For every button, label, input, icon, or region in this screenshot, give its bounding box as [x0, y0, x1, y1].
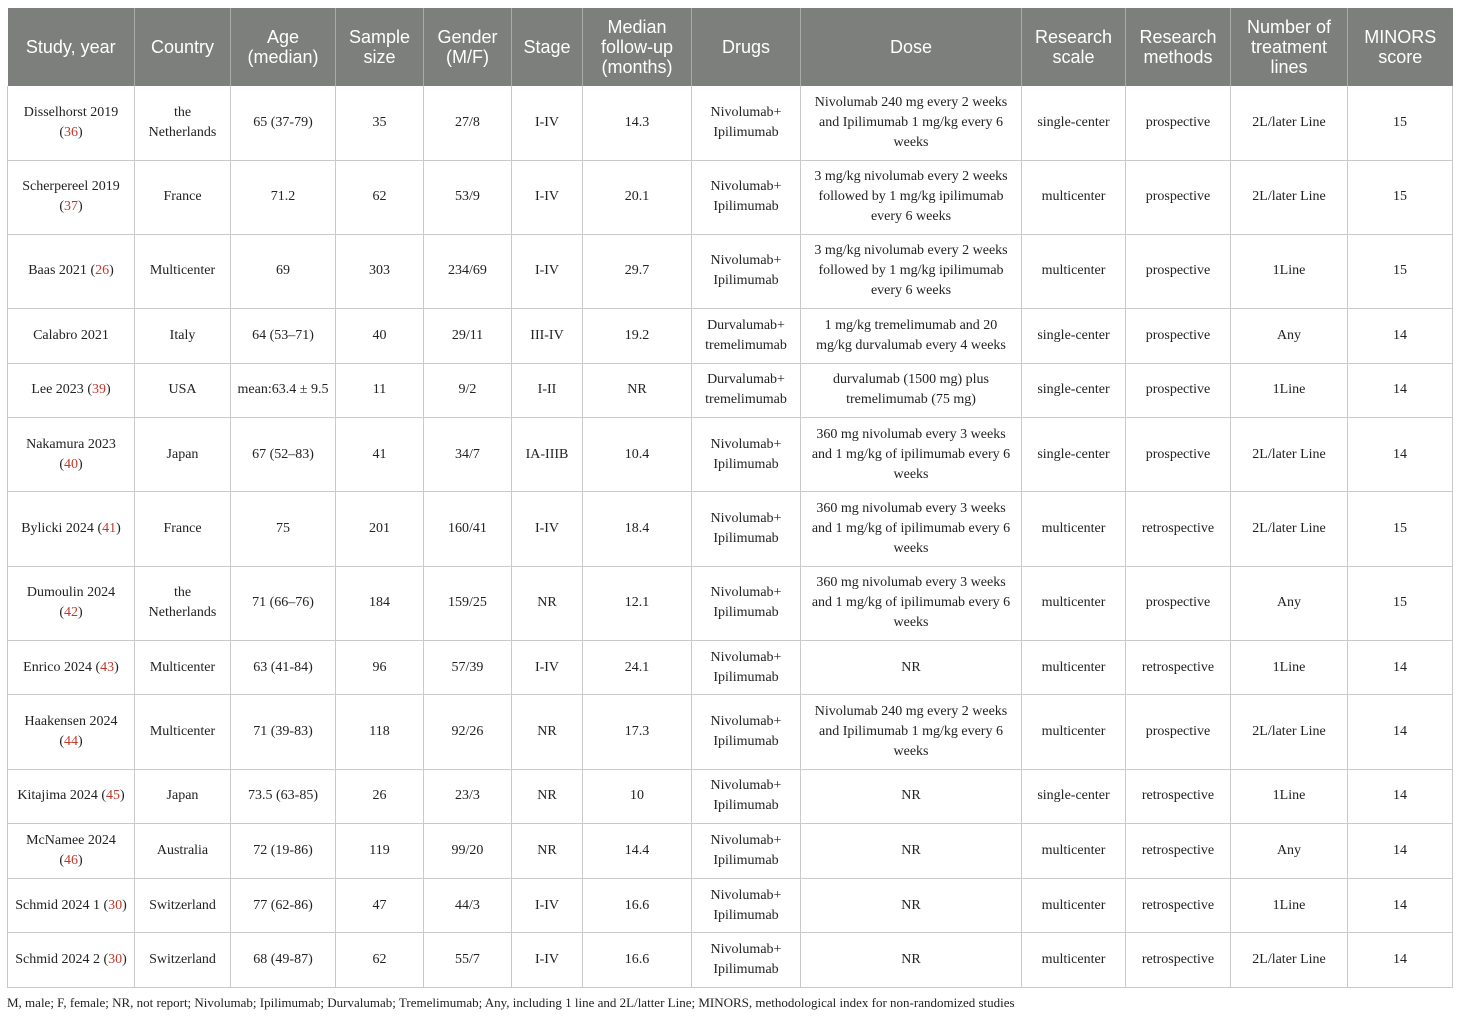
study-name: Disselhorst 2019	[23, 104, 119, 120]
sample-size-cell: 62	[336, 933, 424, 988]
study-cell: Baas 2021 (26)	[8, 234, 135, 308]
dose-cell: 3 mg/kg nivolumab every 2 weeks followed by 1 mg/kg ipilimumab every 6 weeks	[801, 160, 1022, 234]
followup-cell: 29.7	[583, 234, 692, 308]
followup-cell: 19.2	[583, 309, 692, 364]
study-name: Haakensen 2024	[24, 714, 118, 729]
research-scale-cell: multicenter	[1022, 933, 1126, 988]
study-cell: Disselhorst 2019 (36)	[8, 86, 135, 160]
research-method-cell: retrospective	[1126, 492, 1231, 566]
col-header-research-scale: Research scale	[1022, 8, 1126, 86]
minors-score-cell: 14	[1348, 418, 1453, 492]
stage-cell: I-IV	[512, 492, 583, 566]
sample-size-cell: 303	[336, 234, 424, 308]
col-header-dose: Dose	[801, 8, 1022, 86]
research-scale-cell: multicenter	[1022, 234, 1126, 308]
country-cell: Switzerland	[135, 933, 231, 988]
minors-score-cell: 15	[1348, 86, 1453, 160]
drugs-cell: Nivolumab+ Ipilimumab	[692, 566, 801, 640]
minors-score-cell: 14	[1348, 933, 1453, 988]
col-header-minors: MINORS score	[1348, 8, 1453, 86]
research-method-cell: prospective	[1126, 363, 1231, 418]
minors-score-cell: 14	[1348, 769, 1453, 824]
minors-score-cell: 14	[1348, 878, 1453, 933]
col-header-gender: Gender (M/F)	[424, 8, 512, 86]
sample-size-cell: 47	[336, 878, 424, 933]
sample-size-cell: 26	[336, 769, 424, 824]
followup-cell: 10.4	[583, 418, 692, 492]
reference-link[interactable]: 37	[64, 199, 78, 215]
research-scale-cell: multicenter	[1022, 824, 1126, 879]
table-header-row	[8, 8, 1453, 86]
treatment-lines-cell: Any	[1231, 309, 1348, 364]
gender-cell: 57/39	[424, 640, 512, 695]
dose-cell: NR	[801, 878, 1022, 933]
research-method-cell: prospective	[1126, 309, 1231, 364]
country-cell: Japan	[135, 769, 231, 824]
age-cell: 71 (66–76)	[231, 566, 336, 640]
study-name: Kitajima 2024	[17, 788, 98, 804]
followup-cell: 14.3	[583, 86, 692, 160]
treatment-lines-cell: 2L/later Line	[1231, 492, 1348, 566]
research-method-cell: retrospective	[1126, 640, 1231, 695]
country-cell: the Netherlands	[135, 566, 231, 640]
age-cell: 68 (49-87)	[231, 933, 336, 988]
treatment-lines-cell: 2L/later Line	[1231, 933, 1348, 988]
stage-cell: IA-IIIB	[512, 418, 583, 492]
treatment-lines-cell: 2L/later Line	[1231, 695, 1348, 769]
study-name: Dumoulin 2024	[26, 585, 116, 601]
study-cell: Kitajima 2024 (45)	[8, 769, 135, 824]
research-method-cell: prospective	[1126, 86, 1231, 160]
stage-cell: I-IV	[512, 234, 583, 308]
gender-cell: 92/26	[424, 695, 512, 769]
age-cell: 73.5 (63-85)	[231, 769, 336, 824]
col-header-drugs: Drugs	[692, 8, 801, 86]
reference-link[interactable]: 44	[64, 734, 78, 749]
reference-link[interactable]: 39	[91, 382, 106, 398]
drugs-cell: Nivolumab+ Ipilimumab	[692, 492, 801, 566]
country-cell: Japan	[135, 418, 231, 492]
country-cell: Italy	[135, 309, 231, 364]
dose-cell: Nivolumab 240 mg every 2 weeks and Ipilimumab 1 mg/kg every 6 weeks	[801, 695, 1022, 769]
research-scale-cell: single-center	[1022, 86, 1126, 160]
treatment-lines-cell: Any	[1231, 824, 1348, 879]
study-cell: Schmid 2024 1 (30)	[8, 878, 135, 933]
gender-cell: 23/3	[424, 769, 512, 824]
gender-cell: 53/9	[424, 160, 512, 234]
study-cell: Enrico 2024 (43)	[8, 640, 135, 695]
table-row	[8, 878, 1453, 933]
stage-cell: I-IV	[512, 86, 583, 160]
drugs-cell: Nivolumab+ Ipilimumab	[692, 160, 801, 234]
dose-cell: 360 mg nivolumab every 3 weeks and 1 mg/kg of ipilimumab every 6 weeks	[801, 566, 1022, 640]
research-scale-cell: single-center	[1022, 418, 1126, 492]
country-cell: Multicenter	[135, 640, 231, 695]
followup-cell: 10	[583, 769, 692, 824]
minors-score-cell: 15	[1348, 566, 1453, 640]
col-header-age: Age (median)	[231, 8, 336, 86]
followup-cell: 20.1	[583, 160, 692, 234]
study-name: Bylicki 2024	[21, 521, 94, 537]
age-cell: 72 (19-86)	[231, 824, 336, 879]
minors-score-cell: 14	[1348, 640, 1453, 695]
drugs-cell: Nivolumab+ Ipilimumab	[692, 769, 801, 824]
minors-score-cell: 15	[1348, 492, 1453, 566]
country-cell: Multicenter	[135, 234, 231, 308]
col-header-followup: Median follow-up (months)	[583, 8, 692, 86]
stage-cell: NR	[512, 824, 583, 879]
country-cell: Australia	[135, 824, 231, 879]
reference-link[interactable]: 45	[106, 788, 120, 804]
col-header-research-methods: Research methods	[1126, 8, 1231, 86]
table-row	[8, 824, 1453, 879]
dose-cell: NR	[801, 769, 1022, 824]
research-scale-cell: single-center	[1022, 309, 1126, 364]
treatment-lines-cell: 2L/later Line	[1231, 86, 1348, 160]
study-cell: McNamee 2024 (46)	[8, 824, 135, 879]
gender-cell: 159/25	[424, 566, 512, 640]
col-header-stage: Stage	[512, 8, 583, 86]
reference-link[interactable]: 40	[64, 456, 78, 472]
research-scale-cell: multicenter	[1022, 566, 1126, 640]
table-row	[8, 234, 1453, 308]
country-cell: Multicenter	[135, 695, 231, 769]
stage-cell: I-II	[512, 363, 583, 418]
research-method-cell: retrospective	[1126, 878, 1231, 933]
study-cell: Scherpereel 2019 (37)	[8, 160, 135, 234]
followup-cell: 16.6	[583, 933, 692, 988]
stage-cell: I-IV	[512, 933, 583, 988]
gender-cell: 27/8	[424, 86, 512, 160]
study-name: Calabro 2021	[33, 327, 109, 343]
study-cell: Lee 2023 (39)	[8, 363, 135, 418]
research-method-cell: prospective	[1126, 234, 1231, 308]
gender-cell: 234/69	[424, 234, 512, 308]
sample-size-cell: 40	[336, 309, 424, 364]
dose-cell: 360 mg nivolumab every 3 weeks and 1 mg/kg of ipilimumab every 6 weeks	[801, 418, 1022, 492]
research-method-cell: prospective	[1126, 695, 1231, 769]
research-method-cell: retrospective	[1126, 769, 1231, 824]
sample-size-cell: 118	[336, 695, 424, 769]
sample-size-cell: 62	[336, 160, 424, 234]
sample-size-cell: 41	[336, 418, 424, 492]
study-characteristics-table	[7, 8, 1453, 988]
study-name: Baas 2021	[28, 263, 87, 279]
stage-cell: I-IV	[512, 160, 583, 234]
treatment-lines-cell: 2L/later Line	[1231, 160, 1348, 234]
study-name: Scherpereel 2019	[22, 179, 120, 195]
research-scale-cell: single-center	[1022, 363, 1126, 418]
age-cell: 75	[231, 492, 336, 566]
stage-cell: NR	[512, 769, 583, 824]
stage-cell: NR	[512, 566, 583, 640]
country-cell: USA	[135, 363, 231, 418]
table-row	[8, 363, 1453, 418]
study-cell: Bylicki 2024 (41)	[8, 492, 135, 566]
table-row	[8, 695, 1453, 769]
treatment-lines-cell: 1Line	[1231, 769, 1348, 824]
drugs-cell: Nivolumab+ Ipilimumab	[692, 933, 801, 988]
table-body	[8, 86, 1453, 987]
country-cell: France	[135, 492, 231, 566]
col-header-study: Study, year	[8, 8, 135, 86]
gender-cell: 99/20	[424, 824, 512, 879]
age-cell: 71.2	[231, 160, 336, 234]
country-cell: France	[135, 160, 231, 234]
minors-score-cell: 14	[1348, 363, 1453, 418]
study-name: McNamee 2024	[26, 832, 116, 848]
reference-link[interactable]: 30	[108, 897, 123, 913]
table-row	[8, 418, 1453, 492]
reference-link[interactable]: 30	[108, 952, 123, 968]
drugs-cell: Nivolumab+ Ipilimumab	[692, 234, 801, 308]
reference-link[interactable]: 46	[64, 852, 78, 868]
study-name: Nakamura 2023	[26, 436, 116, 452]
research-scale-cell: multicenter	[1022, 878, 1126, 933]
research-scale-cell: multicenter	[1022, 492, 1126, 566]
study-cell: Haakensen 2024 (44)	[8, 695, 135, 769]
dose-cell: 3 mg/kg nivolumab every 2 weeks followed by 1 mg/kg ipilimumab every 6 weeks	[801, 234, 1022, 308]
research-scale-cell: single-center	[1022, 769, 1126, 824]
minors-score-cell: 14	[1348, 695, 1453, 769]
age-cell: 67 (52–83)	[231, 418, 336, 492]
stage-cell: I-IV	[512, 878, 583, 933]
drugs-cell: Nivolumab+ Ipilimumab	[692, 695, 801, 769]
age-cell: 69	[231, 234, 336, 308]
reference-link[interactable]: 41	[102, 521, 117, 537]
study-cell: Dumoulin 2024 (42)	[8, 566, 135, 640]
treatment-lines-cell: 1Line	[1231, 363, 1348, 418]
country-cell: the Netherlands	[135, 86, 231, 160]
age-cell: 77 (62-86)	[231, 878, 336, 933]
age-cell: 64 (53–71)	[231, 309, 336, 364]
age-cell: 71 (39-83)	[231, 695, 336, 769]
dose-cell: NR	[801, 640, 1022, 695]
followup-cell: 12.1	[583, 566, 692, 640]
drugs-cell: Nivolumab+ Ipilimumab	[692, 86, 801, 160]
dose-cell: 360 mg nivolumab every 3 weeks and 1 mg/kg of ipilimumab every 6 weeks	[801, 492, 1022, 566]
sample-size-cell: 184	[336, 566, 424, 640]
reference-link[interactable]: 36	[64, 124, 78, 140]
followup-cell: 18.4	[583, 492, 692, 566]
treatment-lines-cell: 1Line	[1231, 878, 1348, 933]
research-method-cell: retrospective	[1126, 824, 1231, 879]
stage-cell: NR	[512, 695, 583, 769]
table-footnote: M, male; F, female; NR, not report; Nivolumab; Ipilimumab; Durvalumab; Tremelimumab; Any, including 1 line and 2L/latter Line; MINORS, methodological index for non-randomized studies	[7, 995, 1015, 1010]
dose-cell: NR	[801, 824, 1022, 879]
study-cell: Nakamura 2023 (40)	[8, 418, 135, 492]
minors-score-cell: 14	[1348, 824, 1453, 879]
study-cell	[8, 309, 135, 364]
research-scale-cell: multicenter	[1022, 160, 1126, 234]
gender-cell: 9/2	[424, 363, 512, 418]
col-header-country: Country	[135, 8, 231, 86]
age-cell: 63 (41-84)	[231, 640, 336, 695]
minors-score-cell: 15	[1348, 160, 1453, 234]
table-row	[8, 86, 1453, 160]
research-method-cell: prospective	[1126, 160, 1231, 234]
minors-score-cell: 15	[1348, 234, 1453, 308]
research-method-cell: prospective	[1126, 418, 1231, 492]
reference-link[interactable]: 43	[100, 659, 115, 675]
treatment-lines-cell: 1Line	[1231, 234, 1348, 308]
minors-score-cell: 14	[1348, 309, 1453, 364]
drugs-cell: Durvalumab+ tremelimumab	[692, 363, 801, 418]
drugs-cell: Nivolumab+ Ipilimumab	[692, 640, 801, 695]
sample-size-cell: 35	[336, 86, 424, 160]
stage-cell: III-IV	[512, 309, 583, 364]
sample-size-cell: 201	[336, 492, 424, 566]
study-table-container	[7, 8, 1452, 988]
drugs-cell: Nivolumab+ Ipilimumab	[692, 878, 801, 933]
age-cell: 65 (37-79)	[231, 86, 336, 160]
gender-cell: 44/3	[424, 878, 512, 933]
table-row	[8, 492, 1453, 566]
treatment-lines-cell: Any	[1231, 566, 1348, 640]
reference-link[interactable]: 42	[64, 605, 78, 621]
research-scale-cell: multicenter	[1022, 640, 1126, 695]
drugs-cell: Nivolumab+ Ipilimumab	[692, 824, 801, 879]
table-row	[8, 769, 1453, 824]
age-cell: mean:63.4 ± 9.5	[231, 363, 336, 418]
dose-cell: durvalumab (1500 mg) plus tremelimumab (75 mg)	[801, 363, 1022, 418]
dose-cell: 1 mg/kg tremelimumab and 20 mg/kg durvalumab every 4 weeks	[801, 309, 1022, 364]
gender-cell: 160/41	[424, 492, 512, 566]
drugs-cell: Nivolumab+ Ipilimumab	[692, 418, 801, 492]
study-name: Schmid 2024 1	[15, 897, 100, 913]
stage-cell: I-IV	[512, 640, 583, 695]
dose-cell: NR	[801, 933, 1022, 988]
study-cell: Schmid 2024 2 (30)	[8, 933, 135, 988]
col-header-sample-size: Sample size	[336, 8, 424, 86]
followup-cell: 17.3	[583, 695, 692, 769]
reference-link[interactable]: 26	[95, 263, 110, 279]
drugs-cell: Durvalumab+ tremelimumab	[692, 309, 801, 364]
table-row	[8, 566, 1453, 640]
study-name: Schmid 2024 2	[15, 952, 100, 968]
study-name: Enrico 2024	[23, 659, 92, 675]
followup-cell: 16.6	[583, 878, 692, 933]
followup-cell: 24.1	[583, 640, 692, 695]
gender-cell: 29/11	[424, 309, 512, 364]
treatment-lines-cell: 1Line	[1231, 640, 1348, 695]
sample-size-cell: 11	[336, 363, 424, 418]
sample-size-cell: 96	[336, 640, 424, 695]
followup-cell: 14.4	[583, 824, 692, 879]
table-row	[8, 640, 1453, 695]
col-header-treatment-lines: Number of treatment lines	[1231, 8, 1348, 86]
table-row	[8, 309, 1453, 364]
sample-size-cell: 119	[336, 824, 424, 879]
dose-cell: Nivolumab 240 mg every 2 weeks and Ipilimumab 1 mg/kg every 6 weeks	[801, 86, 1022, 160]
country-cell: Switzerland	[135, 878, 231, 933]
followup-cell: NR	[583, 363, 692, 418]
treatment-lines-cell: 2L/later Line	[1231, 418, 1348, 492]
table-row	[8, 160, 1453, 234]
table-row	[8, 933, 1453, 988]
research-method-cell: retrospective	[1126, 933, 1231, 988]
study-name: Lee 2023	[31, 382, 84, 398]
gender-cell: 34/7	[424, 418, 512, 492]
research-scale-cell: multicenter	[1022, 695, 1126, 769]
gender-cell: 55/7	[424, 933, 512, 988]
research-method-cell: prospective	[1126, 566, 1231, 640]
